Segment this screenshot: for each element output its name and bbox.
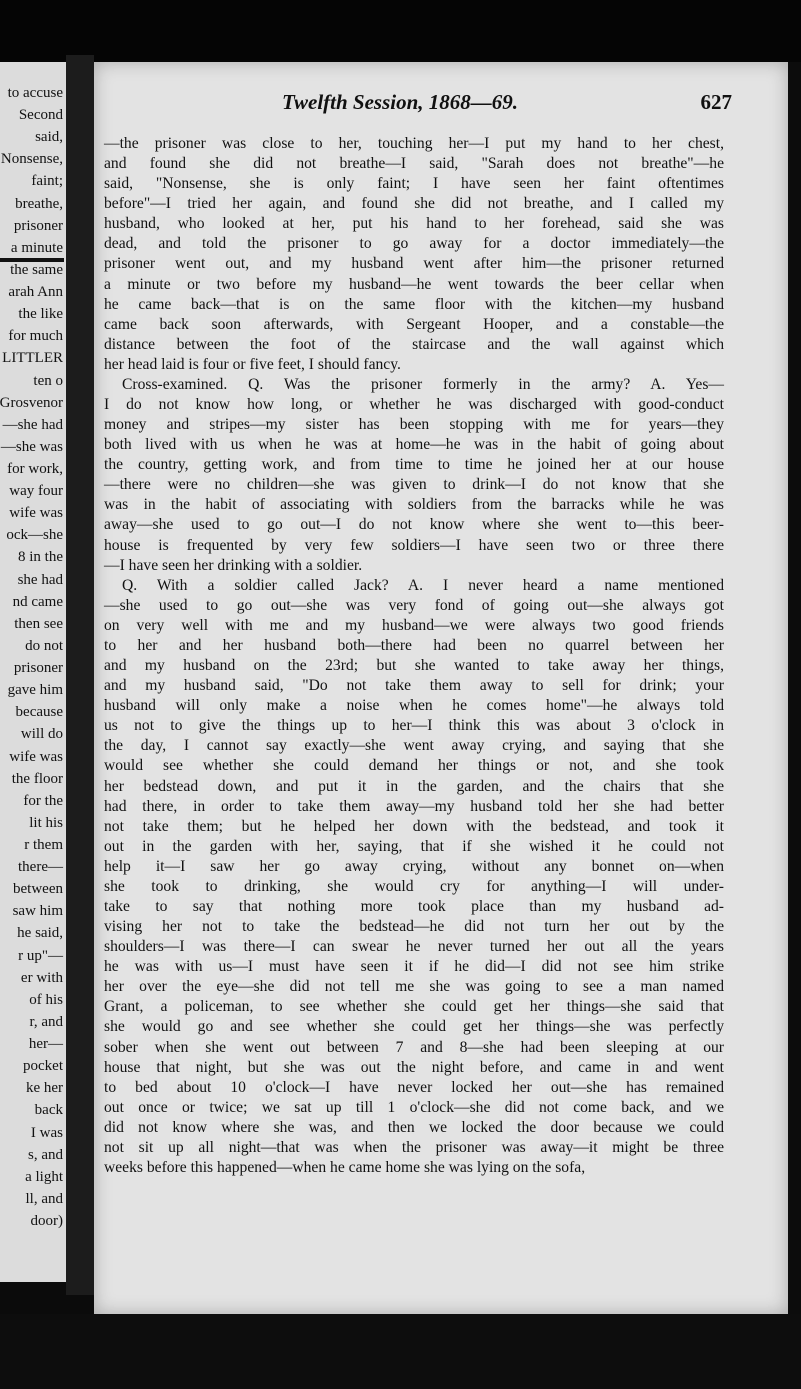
text-line: did not know where she was, and then we locked the door because we could [104,1118,724,1136]
text-line: she took to drinking, she would cry for anything—I will under- [104,877,724,895]
previous-page-line: the floor [11,770,63,787]
previous-page-line: way four [9,483,63,500]
previous-page-line: her— [28,1036,63,1053]
text-line: Cross-examined. Q. Was the prisoner formerly in the army? A. Yes— [122,375,724,393]
previous-page-line: saw him [12,903,63,920]
previous-page-line: lit his [29,814,63,831]
text-line: —the prisoner was close to her, touching her—I put my hand to her chest, [104,135,724,152]
previous-page-line: door) [30,1213,63,1229]
text-line: house is frequented by very few soldiers—I have seen two or three there [104,536,724,554]
text-line: Q. With a soldier called Jack? A. I never heard a name mentioned [122,576,724,594]
trial-testimony-text [104,134,724,1178]
text-line: both lived with us when he was at home—he was in the habit of going about [104,436,724,454]
previous-page-line: for the [23,792,63,809]
text-line: distance between the foot of the staircase and the wall against which [104,335,724,353]
text-line: husband will only make a noise when he comes home"—he always told [104,697,724,715]
previous-page-line: ke her [25,1080,63,1097]
text-line: shoulders—I was there—I can swear he never turned her out all the years [104,938,724,956]
text-line: not take them; but he helped her down with the bedstead, and took it [104,817,724,835]
previous-page-line: ock—she [6,527,63,544]
text-line: sober when she went out between 7 and 8—she had been sleeping at our [104,1038,724,1056]
book-page [94,62,788,1314]
text-line: on very well with me and my husband—we were always two good friends [104,616,724,634]
previous-page-line: ll, and [25,1190,63,1207]
text-line: and my husband said, "Do not take them away to sell for drink; your [104,677,724,695]
previous-page-line: 8 in the [18,549,63,566]
text-line: a minute or two before my husband—he went towards the beer cellar when [104,275,724,293]
previous-page-line: because [15,704,63,721]
text-line: had there, in order to take them away—my husband told her she had better [104,797,724,815]
text-line: not sit up all night—that was when the prisoner was away—it might be three [104,1138,724,1156]
book-gutter [66,55,94,1295]
text-line: away—she used to go out—I do not know where she went to—this beer- [104,516,724,534]
text-line: house that night, but she was out the night before, and came in and went [104,1058,724,1076]
previous-page-line: r up"— [18,947,63,964]
text-line: he came back—that is on the same floor with the kitchen—my husband [104,295,724,313]
text-line: out in the garden with her, saying, that if she wished it he could not [104,837,724,855]
previous-page-line: nd came [12,593,63,610]
text-line: I do not know how long, or whether he was discharged with good-conduct [104,396,724,414]
previous-page-line: back [34,1102,63,1119]
previous-page-line: between [13,881,63,898]
previous-page-line: for much [8,328,63,345]
previous-page-line: of his [29,991,63,1008]
text-line: husband, who looked at her, put his hand to her forehead, said she was [104,215,724,233]
previous-page-line: there— [18,859,63,876]
previous-page-line: a light [25,1168,63,1185]
previous-page-line: —she had [2,416,63,433]
previous-page-line: I was [30,1124,63,1141]
scan-top-border [0,0,801,62]
previous-page-line: wife was [9,505,63,522]
previous-page-line: for work, [7,461,63,477]
text-line: to her and her husband both—there had been no quarrel between her [104,636,724,654]
text-line: us not to give the things up to her—I think this was about 3 o'clock in [104,717,724,735]
previous-page-line: ten o [33,372,63,389]
text-line: Grant, a policeman, to see whether she could get her things—she said that [104,998,724,1016]
previous-page-line: then see [14,615,63,632]
page-number: 627 [700,90,732,114]
text-line: dead, and told the prisoner to go away for a doctor immediately—the [104,235,724,253]
previous-page-line: do not [25,637,63,654]
text-line: money and stripes—my sister has been stopping with me for years—they [104,416,724,434]
text-line: and my husband on the 23rd; but she wanted to take away her things, [104,657,724,675]
previous-page-line: wife was [9,748,63,765]
previous-page-line: Second [18,107,63,124]
text-line: prisoner went out, and my husband went after him—the prisoner returned [104,255,724,273]
text-line: said, "Nonsense, she is only faint; I have seen her faint oftentimes [104,175,724,193]
previous-page-line: Nonsense, [0,151,63,168]
text-line: he was with us—I must have seen it if he did—I did not see him strike [104,958,724,976]
previous-page-line: to accuse [7,85,63,101]
previous-page-line: Grosvenor [0,394,63,411]
text-line: vising her not to take the bedstead—he did not turn her out by the [104,918,724,936]
text-line: was in the habit of associating with soldiers from the barracks while he was [104,496,724,514]
text-line: out once or twice; we sat up till 1 o'clock—she did not come back, and we [104,1098,724,1116]
previous-page-line: LITTLER [2,350,63,367]
scan-bottom-border [0,1314,801,1389]
scan-right-border [788,62,801,1389]
previous-page-line: s, and [28,1146,63,1163]
previous-page-line: pocket [23,1058,63,1075]
previous-page-line: er with [20,969,63,986]
text-line: the day, I cannot say exactly—she went away crying, and saying that she [104,737,724,755]
previous-page-line: will do [20,726,63,743]
text-line: —she used to go out—she was very fond of going out—she always got [104,596,724,614]
text-line: before"—I tried her again, and found she did not breathe, and I called my [104,195,724,213]
text-line: and found she did not breathe—I said, "Sarah does not breathe"—he [104,155,724,173]
previous-page-line: the like [18,306,63,323]
previous-page-line: —she was [0,438,63,455]
previous-page-line: she had [17,571,63,588]
text-line: would see whether she could demand her things or not, and she took [104,757,724,775]
text-line: take to say that nothing more took place than my husband ad- [104,897,724,915]
previous-page-line: he said, [17,925,63,942]
running-head: Twelfth Session, 1868—69. [281,90,519,114]
previous-page-line: a minute [10,239,63,256]
text-line: her over the eye—she did not tell me she was going to see a man named [104,978,724,996]
text-line: came back soon afterwards, with Sergeant Hooper, and a constable—the [104,315,724,333]
text-line: she would go and see whether she could get her things—she was perfectly [104,1018,724,1036]
text-line: weeks before this happened—when he came home she was lying on the sofa, [104,1158,586,1176]
previous-page-line: arah Ann [8,284,63,301]
previous-page-line: said, [35,129,63,146]
text-line: her bedstead down, and put it in the garden, and the chairs that she [104,777,724,795]
previous-page-line: prisoner [13,660,63,677]
text-line: —there were no children—she was given to drink—I do not know that she [104,476,724,494]
text-line: the country, getting work, and from time to time he joined her at our house [104,456,724,474]
text-line: her head laid is four or five feet, I should fancy. [104,355,401,373]
text-line: to bed about 10 o'clock—I have never locked her out—she has remained [104,1078,724,1096]
previous-page-line: gave him [7,682,63,699]
previous-page-line: breathe, [15,195,63,212]
text-line: —I have seen her drinking with a soldier. [104,556,363,574]
previous-page-line: faint; [31,173,63,190]
previous-page-line: r them [24,837,63,853]
text-line: help it—I saw her go away crying, without any bonnet on—when [104,857,724,875]
previous-page-fragment [0,62,68,1282]
previous-page-line: the same [10,261,63,278]
previous-page-line: prisoner [13,217,63,234]
previous-page-line: r, and [29,1013,63,1030]
